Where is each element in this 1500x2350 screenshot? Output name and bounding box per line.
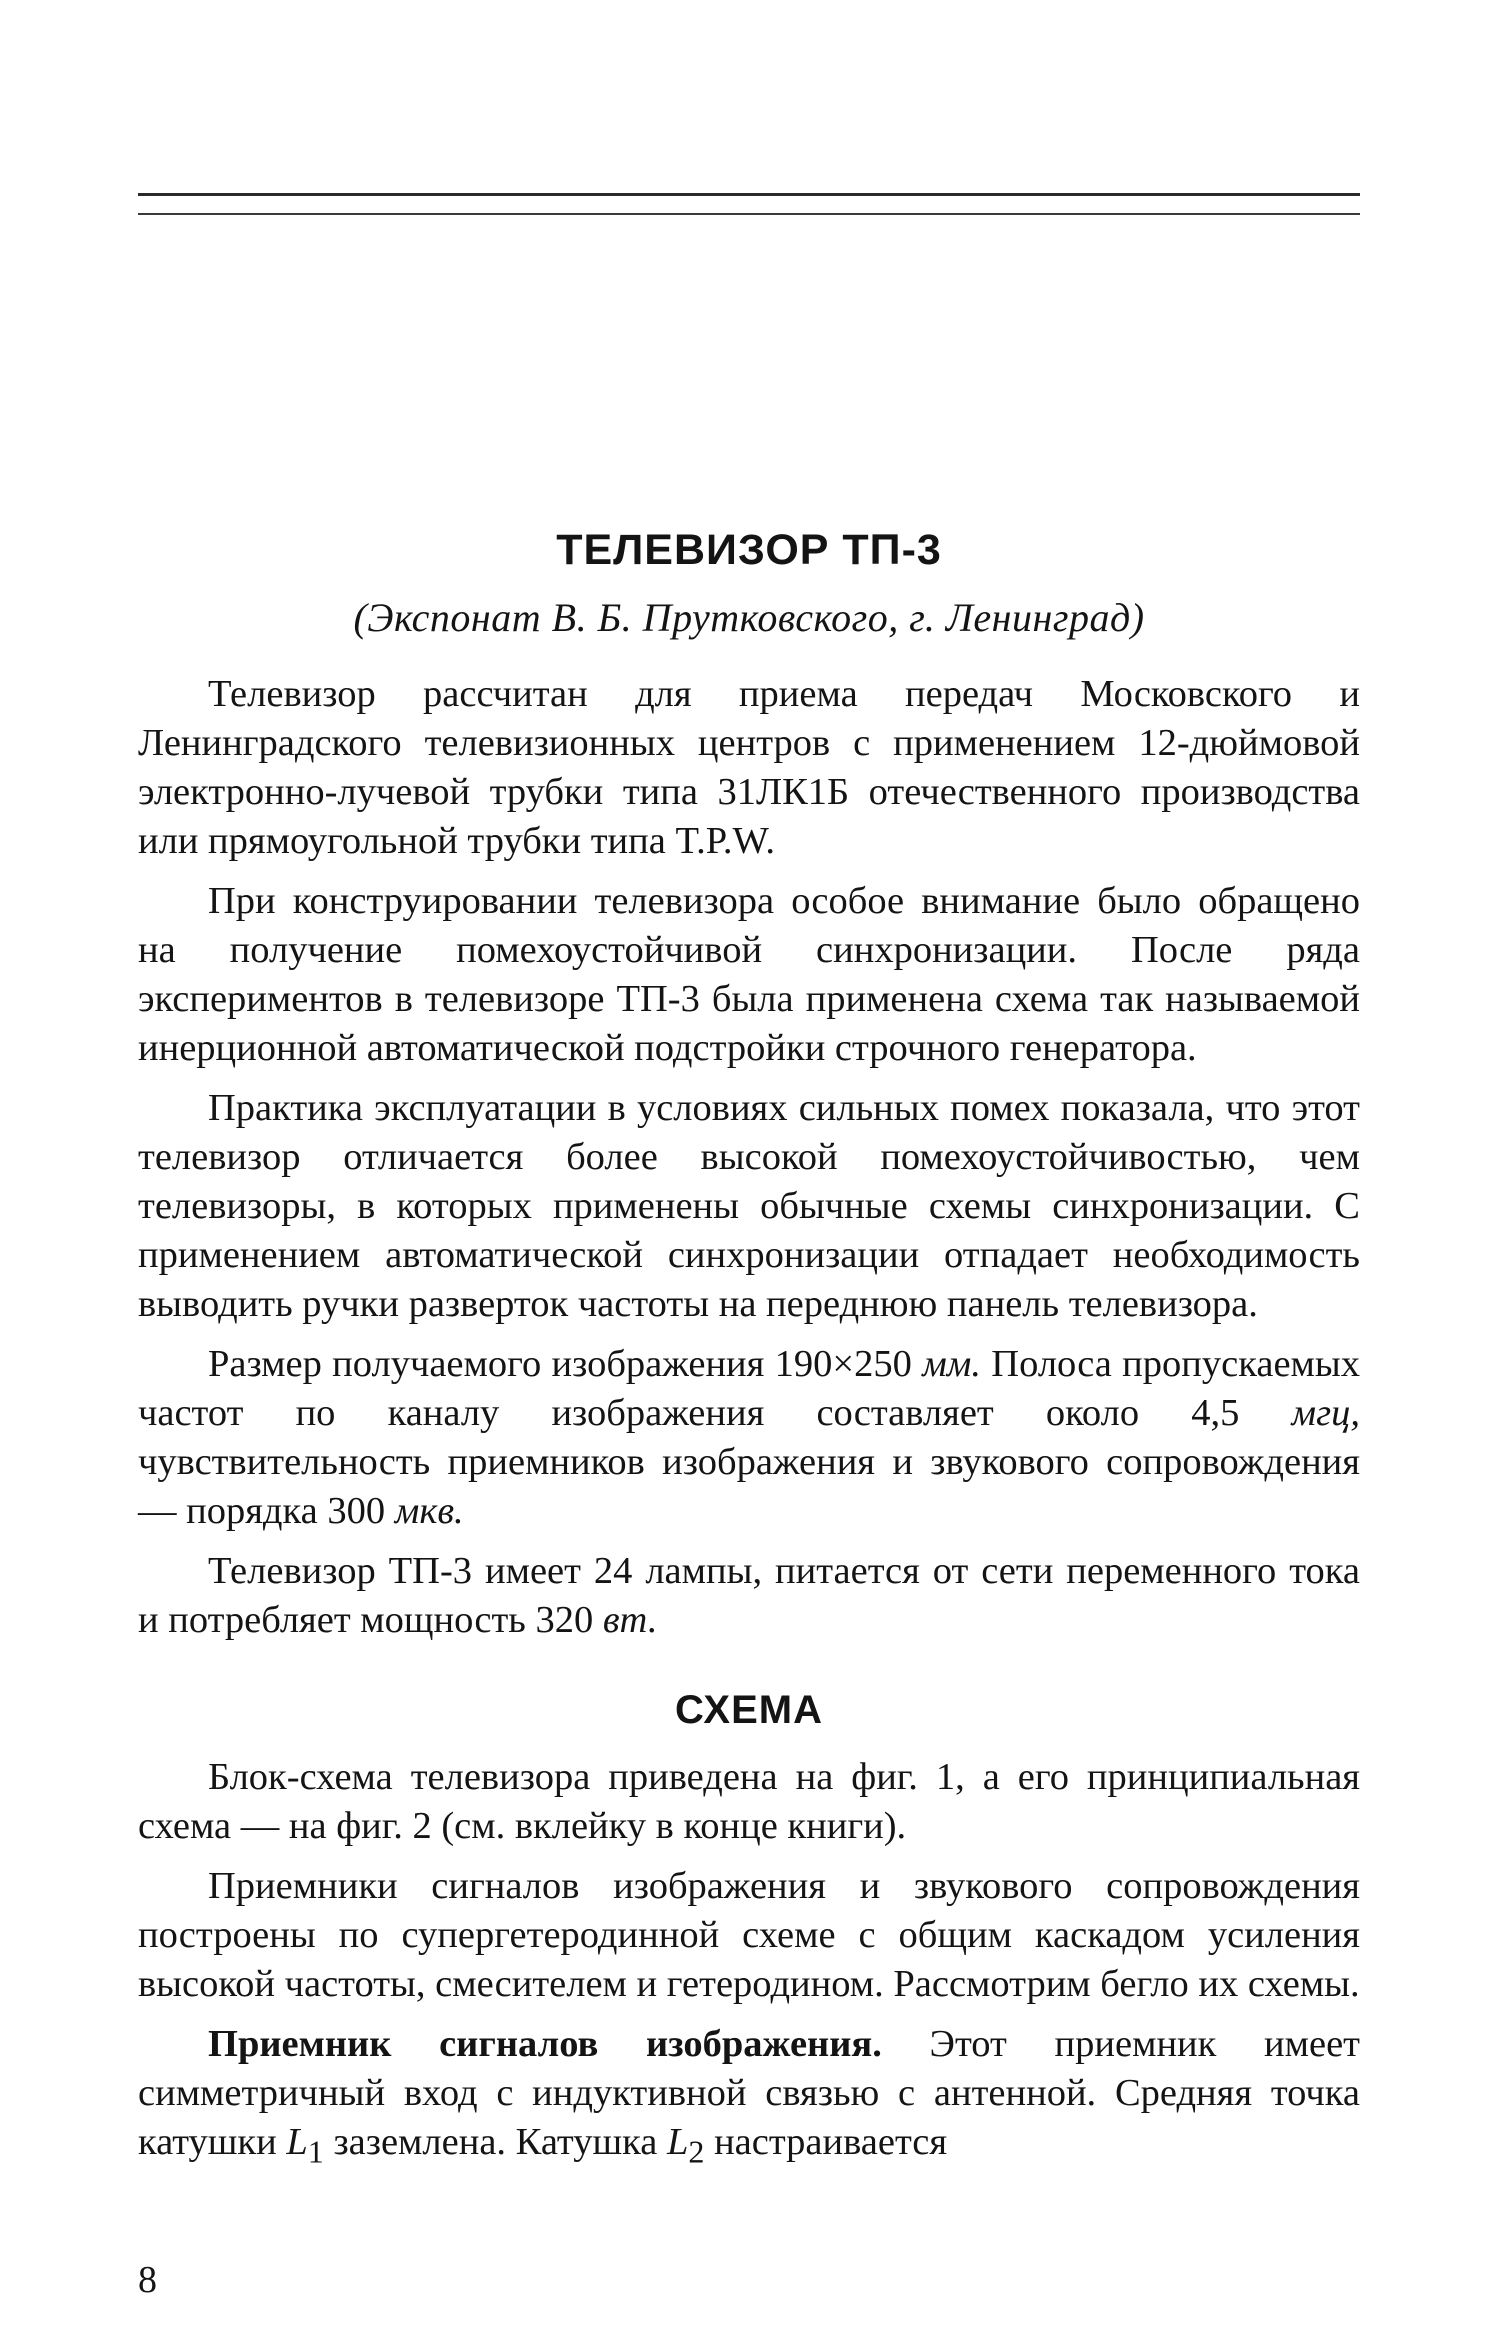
page-number: 8 <box>138 2259 157 2301</box>
header-rule-bottom <box>138 213 1360 215</box>
unit-mhz: мгц, <box>1291 1392 1360 1434</box>
paragraph-block-diagram: Блок-схема телевизора приведена на фиг. 1, а его принципиальная схема — на фиг. 2 (см. вклейку в конце книги). <box>138 1756 1360 1847</box>
coil-l2-index: 2 <box>688 2133 705 2170</box>
paragraph-receivers: Приемники сигналов изображения и звукового сопровождения построены по супергетеродинной схеме с общим каскадом усиления высокой частоты, смесителем и гетеродином. Рассмотрим бегло их схемы. <box>138 1865 1360 2005</box>
size-text-2: Полоса пропускаемых частот по каналу изображения составляет около 4,5 <box>138 1343 1361 1434</box>
unit-watt: вт. <box>602 1599 658 1641</box>
receiver-text-1: Этот приемник имеет симметричный вход с индуктивной связью с антенной. Средняя точка катушки <box>138 2023 1360 2163</box>
header-rule-top <box>138 193 1360 196</box>
coil-l2: L <box>666 2121 689 2163</box>
paragraph-practice: Практика эксплуатации в условиях сильных помех показала, что этот телевизор отличается более высокой помехоустойчивостью, чем телевизоры, в которых применены обычные схемы синхронизации. С применением автоматической синхронизации отпадает необходимость выводить ручки разверток частоты на переднюю панель телевизора. <box>138 1087 1360 1325</box>
receiver-lead: Приемник сигналов изображения. <box>208 2023 882 2065</box>
page-content <box>138 520 1360 2188</box>
coil-l1: L <box>286 2121 308 2163</box>
unit-uv: мкв. <box>394 1490 464 1532</box>
coil-l1-index: 1 <box>307 2133 324 2170</box>
paragraph-size <box>138 1340 1360 1536</box>
section-heading-scheme: СХЕМА <box>675 1688 823 1732</box>
lamps-text: Телевизор ТП-3 имеет 24 лампы, питается от сети переменного тока и потребляет мощность 320 <box>138 1550 1360 1641</box>
receiver-text-2: заземлена. Катушка <box>323 2121 667 2163</box>
paragraph-intro: Телевизор рассчитан для приема передач Московского и Ленинградского телевизионных центров с применением 12-дюймовой электронно-лучевой трубки типа 31ЛК1Б отечественного производства или прямоугольной трубки типа T.P.W. <box>138 673 1360 862</box>
receiver-text-3: настраивается <box>704 2121 948 2163</box>
size-text-1: Размер получаемого изображения 190×250 <box>208 1343 923 1385</box>
size-text-3: чувствительность приемников изображения и звукового сопровождения — порядка 300 <box>138 1441 1360 1532</box>
article-subtitle: (Экспонат В. Б. Прутковского, г. Ленинград) <box>353 595 1145 640</box>
unit-mm: мм. <box>922 1343 981 1385</box>
paragraph-image-receiver <box>138 2020 1360 2177</box>
paragraph-construction: При конструировании телевизора особое внимание было обращено на получение помехоустойчивой синхронизации. После ряда экспериментов в телевизоре ТП-3 была применена схема так называемой инерционной автоматической подстройки строчного генератора. <box>138 880 1360 1069</box>
article-title: ТЕЛЕВИЗОР ТП-3 <box>556 526 942 574</box>
paragraph-lamps <box>138 1547 1360 1645</box>
